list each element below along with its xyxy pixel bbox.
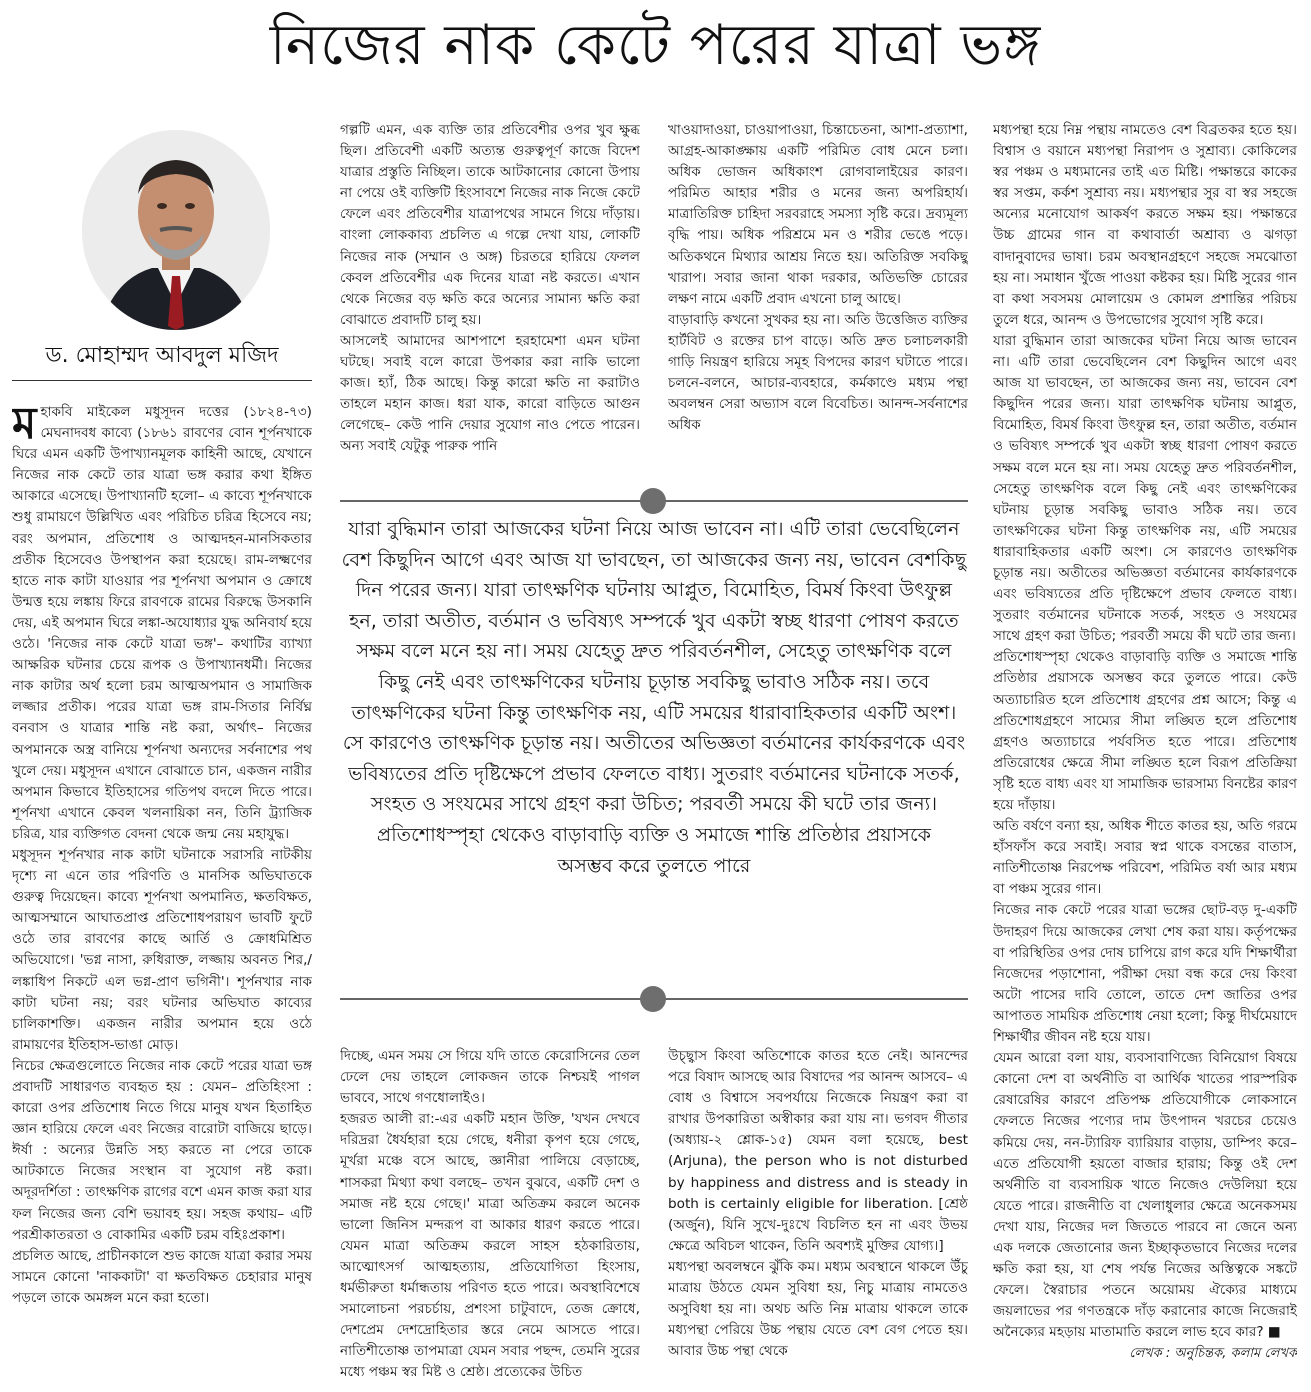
pullquote-top-dot <box>640 488 666 514</box>
pullquote-text: যারা বুদ্ধিমান তারা আজকের ঘটনা নিয়ে আজ ভাবেন না। এটি তারা ভেবেছিলেন বেশ কিছুদিন আগে এবং আজ যা ভাবছেন, তা আজকের জন্য নয়, ভাবেন বেশকিছু দিন পরের জন্য। যারা তাৎক্ষণিক ঘটনায় আপ্লুত, বিমোহিত, বিমর্ষ কিংবা উৎফুল্ল হন, তারা অতীত, বর্তমান ও ভবিষ্যৎ সম্পর্কে খুব একটা স্বচ্ছ ধারণা পোষণ করতে সক্ষম বলে মনে হয় না। সময় যেহেতু দ্রুত পরিবর্তনশীল, সেহেতু তাৎক্ষণিক বলে কিছু নেই এবং তাৎক্ষণিকের ঘটনায় চূড়ান্ত সবকিছু ভাবাও সঠিক নয়। তবে তাৎক্ষণিকের ঘটনা কিন্তু তাৎক্ষণিক নয়, এটি সময়ের ধারাবাহিকতার একটি অংশ। সে কারণেও তাৎক্ষণিক চূড়ান্ত নয়। অতীতের অভিজ্ঞতা বর্তমানের কার্যকরণকে এবং ভবিষ্যতের প্রতি দৃষ্টিক্ষেপে প্রভাব ফেলতে বাধ্য। সুতরাং বর্তমানের ঘটনাকে সতর্ক, সংহত ও সংযমের সাথে গ্রহণ করা উচিত; পরবর্তী সময়ে কী ঘটে তার জন্য। <box>341 517 967 816</box>
article-paragraph <box>12 402 312 845</box>
article-paragraph: মধুসূদন শূর্পনখার নাক কাটা ঘটনাকে সরাসরি নাটকীয় দৃশ্যে না এনে তার পরিণতি ও মানসিক অভিঘাতকে গুরুত্ব দিয়েছেন। কাব্যে শূর্পনখা অপমানিত, ক্ষতবিক্ষত, আত্মসম্মানে আঘাতপ্রাপ্ত প্রতিশোধপরায়ণ ভাবটি ফুটে ওঠে তার রাবণের কাছে আর্তি ও ক্রোধমিশ্রিত অভিযোগে। 'ভগ্ন নাসা, রুধিরাক্ত, লজ্জায় অবনত শির,/লঙ্কাধিপ নিকটে এল ভগ্ন-প্রাণ ভগিনী'। শূর্পনখার নাক কাটা ঘটনা নয়; বরং ঘটনার অভিঘাত কাব্যের চালিকাশক্তি। একজন নারীর অপমান হয়ে ওঠে রামায়ণের ইতিহাস-ভাঙা মোড়। <box>12 846 312 1053</box>
author-name: ড. মোহাম্মদ আবদুল মজিদ <box>45 343 279 368</box>
article-paragraph: খাওয়াদাওয়া, চাওয়াপাওয়া, চিন্তাচেতনা, আশা-প্রত্যাশা, আগ্রহ-আকাঙ্ক্ষায় একটি পরিমিত বোধ মেনে চলা। অধিক ভোজন অধিকাংশ রোগবালাইয়ের কারণ। পরিমিত আহার শরীর ও মনের জন্য অপরিহার্য। মাত্রাতিরিক্ত চাহিদা সরবরাহে সমস্যা সৃষ্টি করে। দ্রব্যমূল্য বৃদ্ধি পায়। অধিক পরিশ্রমে মন ও শরীর ভেঙে পড়ে। অতিকথনে মিথ্যার আশ্রয় নিতে হয়। অতিরিক্ত সবকিছু খারাপ। সবার জানা থাকা দরকার, অতিভক্তি চোরের লক্ষণ নামে একটি প্রবাদ এখনো চালু আছে। <box>668 122 968 307</box>
article-paragraph: বাড়াবাড়ি কখনো সুখকর হয় না। অতি উত্তেজিত ব্যক্তির হার্টবিট ও রক্তের চাপ বাড়ে। অতি দ্রুত চলাচলকারী গাড়ি নিয়ন্ত্রণ হারিয়ে সমূহ বিপদের কারণ ঘটাতে পারে। চলনে-বলনে, আচার-ব্যবহারে, কর্মকাণ্ডে মধ্যম পন্থা অবলম্বন সেরা অভ্যাস বলে বিবেচিত। আনন্দ-সর্বনাশের অধিক <box>668 311 968 434</box>
article-paragraph: যারা বুদ্ধিমান তারা আজকের ঘটনা নিয়ে আজ ভাবেন না। এটি তারা ভেবেছিলেন বেশ কিছুদিন আগে এবং আজ যা ভাবছেন, তা আজকের জন্য নয়, ভাবেন বেশ কিছুদিন পরের জন্য। যারা তাৎক্ষণিক ঘটনায় আপ্লুত, বিমোহিত, বিমর্ষ কিংবা উৎফুল্ল হন, তারা অতীত, বর্তমান ও ভবিষ্যৎ সম্পর্কে খুব একটা স্বচ্ছ ধারণা পোষণ করতে সক্ষম বলে মনে হয় না। সময় যেহেতু দ্রুত পরিবর্তনশীল, সেহেতু তাৎক্ষণিক বলে কিছু নেই এবং তাৎক্ষণিকের ঘটনায় চূড়ান্ত সবকিছু ভাবাও সঠিক নয়। তবে তাৎক্ষণিকের ঘটনা কিন্তু তাৎক্ষণিক নয়, এটি সময়ের ধারাবাহিকতার একটি অংশ। সে কারণেও তাৎক্ষণিক চূড়ান্ত নয়। অতীতের অভিজ্ঞতা বর্তমানের কার্যকারণকে এবং ভবিষ্যতের প্রতি দৃষ্টিক্ষেপে প্রভাব ফেলতে বাধ্য। সুতরাং বর্তমানের ঘটনাকে সতর্ক, সংহত ও সংযমের সাথে গ্রহণ করা উচিত; পরবর্তী সময়ে কী ঘটে তার জন্য। <box>993 332 1297 645</box>
article-paragraph: অতি বর্ষণে বন্যা হয়, অধিক শীতে কাতর হয়, অতি গরমে হাঁসফাঁস করে সবাই। সবার স্বপ্ন থাকে বসন্তের বাতাস, নাতিশীতোষ্ণ নিরপেক্ষ পরিবেশ, পরিমিত বর্ষা আর মধ্যম বা পঞ্চম সুরের গান। <box>993 818 1297 898</box>
article-column-3-bottom <box>668 1046 968 1382</box>
author-photo <box>82 130 270 330</box>
article-column-3-top <box>668 120 968 480</box>
article-paragraph: প্রচলিত আছে, প্রাচীনকালে শুভ কাজে যাত্রা করার সময় সামনে কোনো 'নাককাটা' বা ক্ষতবিক্ষত চেহারার মানুষ পড়লে তাকে অমঙ্গল মনে করা হতো। <box>12 1247 312 1306</box>
article-paragraph: গল্পটি এমন, এক ব্যক্তি তার প্রতিবেশীর ওপর খুব ক্ষুব্ধ ছিল। প্রতিবেশী একটি অত্যন্ত গুরুত্বপূর্ণ কাজে বিদেশ যাত্রার প্রস্তুতি নিচ্ছিল। তাকে আটকানোর কোনো উপায় না পেয়ে ওই ব্যক্তিটি হিংসাবশে নিজের নাক নিজে কেটে ফেলে এবং প্রতিবেশীর যাত্রাপথের সামনে গিয়ে দাঁড়ায়। বাংলা লোককাব্য প্রচলিত এ গল্পে দেখা যায়, লোকটি নিজের নাক (সম্মান ও অঙ্গ) চিরতরে হারিয়ে ফেলল কেবল প্রতিবেশীর এক দিনের যাত্রা নষ্ট করতে। এখান থেকে নিজের বড় ক্ষতি করে অন্যের সামান্য ক্ষতি করা বোঝাতে প্রবাদটি চালু হয়। <box>340 122 640 328</box>
article-column-2-bottom <box>340 1046 640 1382</box>
drop-cap: ম <box>12 402 37 449</box>
article-paragraph: মধ্যপন্থা হয়ে নিম্ন পন্থায় নামতেও বেশ বিব্রতকর হতে হয়। বিশ্বাস ও বয়ানে মধ্যপন্থা নিরাপদ ও সুশ্রাব্য। কোকিলের স্বর পঞ্চম ও মধ্যমানের তাই এত মিষ্টি। পক্ষান্তরে কাকের স্বর সপ্তম, কর্কশ সুশ্রাব্য নয়। মধ্যপন্থার সুর বা স্বর সহজে অন্যের মনোযোগ আকর্ষণ করতে সক্ষম হয়। পক্ষান্তরে উচ্চ গ্রামের গান বা কথাবার্তা অশ্রাব্য ও ঝগড়া বাদানুবাদের ভাষা। চরম অবস্থানগ্রহণে সহজে সমঝোতা হয় না। সমাধান খুঁজে পাওয়া কষ্টকর হয়। মিষ্টি সুরের গান বা কথা সবসময় মোলায়েম ও কোমল প্রশান্তির পরিচয় তুলে ধরে, আনন্দ ও উপভোগের সুযোগ সৃষ্টি করে। <box>993 122 1297 328</box>
article-paragraph: প্রতিশোধস্পৃহা থেকেও বাড়াবাড়ি ব্যক্তি ও সমাজে শান্তি প্রতিষ্ঠার প্রয়াসকে অসম্ভব করে তুলতে পারে। কেউ অত্যাচারিত হলে প্রতিশোধ গ্রহণের প্রশ্ন আসে; কিন্তু এ প্রতিশোধগ্রহণে সাম্যের সীমা লঙ্ঘিত হলে প্রতিশোধ গ্রহণও অত্যাচারে পর্যবসিত হতে পারে। প্রতিশোধ প্রতিরোধের ক্ষেত্রে সীমা লঙ্ঘিত হলে বিরূপ প্রতিক্রিয়া সৃষ্টি হতে বাধ্য এবং যা সামাজিক ভারসাম্য বিনষ্টের কারণ হয়ে দাঁড়ায়। <box>993 649 1297 813</box>
article-paragraph: হজরত আলী রা:-এর একটি মহান উক্তি, 'যখন দেখবে দরিদ্ররা ধৈর্যহারা হয়ে গেছে, ধনীরা কৃপণ হয়ে গেছে, মূর্খরা মঞ্চে বসে আছে, জ্ঞানীরা পালিয়ে বেড়াচ্ছে, শাসকরা মিথ্যা কথা বলছে– তখন বুঝবে, একটি দেশ ও সমাজ নষ্ট হয়ে গেছে।' মাত্রা অতিক্রম করলে অনেক ভালো জিনিস মন্দরূপ বা আকার ধারণ করতে পারে। যেমন মাত্রা অতিক্রম করলে সাহস হঠকারিতায়, আত্মোৎসর্গ আত্মহত্যায়, প্রতিযোগিতা হিংসায়, ধর্মভীরুতা ধর্মান্ধতায় পরিণত হতে পারে। অবস্থাবিশেষে সমালোচনা পরচর্চায়, প্রশংসা চাটুবাদে, তেজ ক্রোধে, দেশপ্রেম দেশদ্রোহিতার স্তরে নেমে আসতে পারে। নাতিশীতোষ্ণ তাপমাত্রা যেমন সবার পছন্দ, তেমনি সুরের মধ্যে পঞ্চম স্বর মিষ্ট ও শ্রেষ্ঠ। প্রত্যেকের উচিত <box>340 1111 640 1381</box>
pullquote-bottom-dot <box>640 986 666 1012</box>
pullquote-line-2: প্রতিশোধস্পৃহা থেকেও বাড়াবাড়ি ব্যক্তি ও সমাজে শান্তি প্রতিষ্ঠার প্রয়াসকে <box>376 822 932 846</box>
paragraph-text: হাকবি মাইকেল মধুসূদন দত্তের (১৮২৪-৭৩) মেঘনাদবধ কাব্যে (১৮৬১ রাবণের বোন শূর্পনখাকে ঘিরে এমন একটি উপাখ্যানমূলক কাহিনী আছে, যেখানে নিজের নাক কেটে তার যাত্রা ভঙ্গ করার কথা ইঙ্গিত আকারে এসেছে। উপাখ্যানটি হলো– এ কাব্যে শূর্পনখাকে শুধু রামায়ণে উল্লিখিত এবং পরিচিত চরিত্র হিসেবে নয়; বরং অপমান, প্রতিশোধ ও আত্মদহন-মানসিকতার প্রতীক হিসেবেও উপস্থাপন করা হয়েছে। রাম-লক্ষ্মণের হাতে নাক কাটা যাওয়ার পর শূর্পনখা অপমান ও ক্রোধে উন্মত্ত হয়ে লঙ্কায় ফিরে রাবণকে রামের বিরুদ্ধে উসকানি দেয়, এই অপমান ঘিরে লঙ্কা-অযোধ্যার যুদ্ধ অনিবার্য হয়ে ওঠে। 'নিজের নাক কেটে যাত্রা ভঙ্গ'– কথাটির ব্যাখ্যা আক্ষরিক ঘটনার চেয়ে রূপক ও উপাখ্যানধর্মী। নিজের নাক কাটার অর্থ হলো চরম আত্মঅপমান ও সামাজিক লজ্জার প্রতীক। পরের যাত্রা ভঙ্গ রাম-সিতার নির্বিঘ্ন বনবাস ও যাত্রার শান্তি নষ্ট করা, অর্থাৎ– নিজের অপমানকে অস্ত্র বানিয়ে শূর্পনখা অন্যদের সর্বনাশের পথ খুলে দেয়। মধুসূদন এখানে বোঝাতে চান, একজন নারীর অপমান কিভাবে ইতিহাসের গতিপথ বদলে দিতে পারে। শূর্পনখা এখানে কেবল খলনায়িকা নন, তিনি ট্র্যাজিক চরিত্র, যার ব্যক্তিগত বেদনা থেকে জন্ম নেয় মহাযুদ্ধ। <box>12 404 312 842</box>
article-paragraph: নিজের নাক কেটে পরের যাত্রা ভঙ্গের ছোট-বড় দু-একটি উদাহরণ দিয়ে আজকের লেখা শেষ করা যায়। কর্তৃপক্ষের বা পরিস্থিতির ওপর দোষ চাপিয়ে রাগ করে যদি শিক্ষার্থীরা নিজেদের পড়াশোনা, পরীক্ষা দেয়া বন্ধ করে দেয় কিংবা অটো পাসের দাবি তোলে, তাতে দেশ জাতির ওপর আপাতত সাময়িক প্রতিশোধ নেয়া হলো; কিন্তু দীর্ঘমেয়াদে শিক্ষার্থীর জীবন নষ্ট হয়ে যায়। <box>993 902 1297 1046</box>
article-paragraph: দিচ্ছে, এমন সময় সে গিয়ে যদি তাতে কেরোসিনের তেল ঢেলে দেয় তাহলে লোকজন তাকে নিশ্চয়ই পাগল ভাববে, সাথে গণধোলাইও। <box>340 1048 640 1107</box>
headline: নিজের নাক কেটে পরের যাত্রা ভঙ্গ <box>269 13 1042 78</box>
article-paragraph: যেমন আরো বলা যায়, ব্যবসাবাণিজ্যে বিনিয়োগ বিষয়ে কোনো দেশ বা অর্থনীতি বা আর্থিক খাতের পারস্পরিক রেষারেষির কারণে প্রতিপক্ষ প্রতিযোগীকে লোকসানে ফেলতে নিজের পণ্যের দাম উৎপাদন খরচের চেয়েও কমিয়ে দেয়, নন-ট্যারিফ ব্যারিয়ার বাড়ায়, ডাম্পিং করে– এতে প্রতিযোগী হয়তো বাজার হারায়; কিন্তু ওই দেশ অর্থনীতি বা ব্যবসায়িক খাতে নিজেও দেউলিয়া হয়ে যেতে পারে। রাজনীতি বা খেলাধুলার ক্ষেত্রে অনেকসময় দেখা যায়, নিজের দল জিততে পারবে না জেনে অন্য এক দলকে জেতানোর জন্য ইচ্ছাকৃতভাবে নিজের দলের ক্ষতি করা হয়, যা শেষ পর্যন্ত নিজের অস্তিত্বকে সঙ্কটে ফেলে। স্বৈরাচার পতনে অয়োময় ঐক্যের মাধ্যমে জয়লাভের পর গণতন্ত্রকে দাঁড় করানোর কাজে নিজেরাই অনৈক্যের মহড়ায় মাতামাতি করলে লাভ হবে কার? ■ <box>993 1050 1297 1341</box>
article-column-4 <box>993 120 1297 1382</box>
article-paragraph: মধ্যপন্থা অবলম্বনে ঝুঁকি কম। মধ্যম অবস্থানে থাকলে উঁচু মাত্রায় উঠতে যেমন সুবিধা হয়, নিচু মাত্রায় নামতেও অসুবিধা হয় না। অথচ অতি নিম্ন মাত্রায় থাকলে তাকে মধ্যপন্থা পেরিয়ে উচ্চ পন্থায় যেতে বেশ বেগ পেতে হয়। আবার উচ্চ পন্থা থেকে <box>668 1258 968 1360</box>
article-paragraph: আসলেই আমাদের আশপাশে হরহামেশা এমন ঘটনা ঘটছে। সবাই বলে কারো উপকার করা নাকি ভালো কাজ। হ্যাঁ, ঠিক আছে। কিন্তু কারো ক্ষতি না করাটাও তাহলে মহান কাজ। ধরা যাক, কারো বাড়িতে আগুন লেগেছে– কেউ পানি দেয়ার সুযোগ নাও পেতে পারেন। অন্য সবাই যেটুকু পারুক পানি <box>340 332 640 455</box>
article-column-2-top <box>340 120 640 480</box>
pullquote <box>340 514 968 984</box>
article-paragraph: নিচের ক্ষেত্রগুলোতে নিজের নাক কেটে পরের যাত্রা ভঙ্গ প্রবাদটি সাধারণত ব্যবহৃত হয় : যেমন– প্রতিহিংসা : কারো ওপর প্রতিশোধ নিতে গিয়ে মানুষ যখন হিতাহিত জ্ঞান হারিয়ে ফেলে এবং নিজের বারোটা বাজিয়ে ছাড়ে। ঈর্ষা : অন্যের উন্নতি সহ্য করতে না পেরে তাকে আটকাতে নিজের সংস্থান বা সুযোগ নষ্ট করা। অদূরদর্শিতা : তাৎক্ষণিক রাগের বশে এমন কাজ করা যার ফল নিজের জন্য বেশি ভয়াবহ হয়। সহজ কথায়– এটি পরশ্রীকাতরতা ও বোকামির একটি চরম বহিঃপ্রকাশ। <box>12 1057 312 1243</box>
author-portrait-icon <box>82 130 270 330</box>
author-divider <box>12 380 312 381</box>
pullquote-line-3: অসম্ভব করে তুলতে পারে <box>557 853 751 877</box>
article-paragraph: উচ্ছ্বাস কিংবা অতিশোকে কাতর হতে নেই। আনন্দের পরে বিষাদ আসছে আর বিষাদের পর আনন্দ আসবে– এ বোধ ও বিশ্বাসে সবপর্যায়ে নিজেকে নিয়ন্ত্রণ করা বা রাখার উপকারিতা অস্বীকার করা যায় না। ভগবদ গীতার (অধ্যায়-২ শ্লোক-১৫) যেমন বলা হয়েছে, best (Arjuna), the person who is not disturbed by happiness and distress and is steady in both is certainly eligible for liberation. [শ্রেষ্ঠ (অর্জুন), যিনি সুখে-দুঃখে বিচলিত হন না এবং উভয় ক্ষেত্রে অবিচল থাকেন, তিনি অবশ্যই মুক্তির যোগ্য।] <box>668 1048 968 1254</box>
article-column-1 <box>12 402 312 1382</box>
writer-note: লেখক : অনুচিন্তক, কলাম লেখক <box>1129 1346 1297 1362</box>
